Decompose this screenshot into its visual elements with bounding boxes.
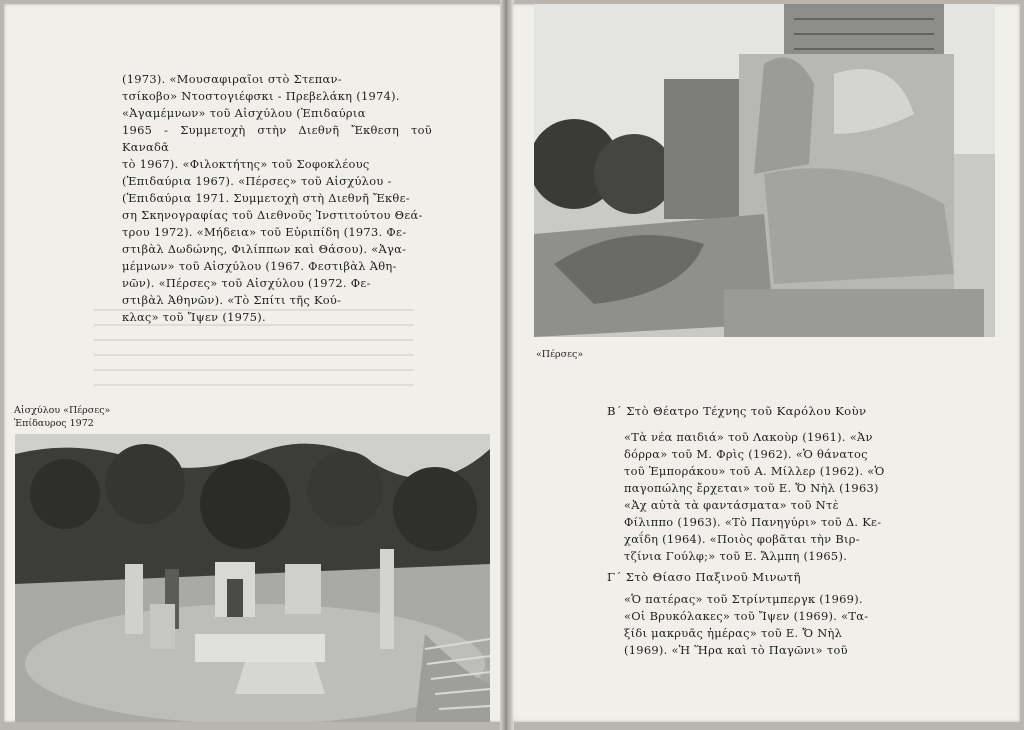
text-line: στιβὰλ Δωδώνης, Φιλίππων καὶ Θάσου). «Ἀγα-	[122, 242, 407, 256]
text-line: μέμνων» τοῦ Αἰσχύλου (1967. Φεστιβὰλ Ἀθη-	[122, 259, 397, 273]
text-line: τσίκοβο» Ντοστογιέφσκι - Πρεβελάκη (1974).	[122, 89, 400, 103]
text-line: «Οἱ Βρυκόλακες» τοῦ Ἴψεν (1969). «Τα-	[624, 609, 869, 623]
text-line: δόρρα» τοῦ Μ. Φρὶς (1962). «Ὁ θάνατος	[624, 447, 868, 461]
text-line: νῶν). «Πέρσες» τοῦ Αἰσχύλου (1972. Φε-	[122, 276, 371, 290]
left-page	[4, 4, 504, 722]
text-line: ξίδι μακρυᾶς ἡμέρας» τοῦ Ε. Ὄ Νὴλ	[624, 626, 843, 640]
section-heading-b: Β΄ Στὸ Θέατρο Τέχνης τοῦ Καρόλου Κοὺν	[607, 404, 867, 418]
section-b-text	[624, 429, 956, 565]
text-line: τοῦ Ἐμποράκου» τοῦ Α. Μίλλερ (1962). «Ὁ	[624, 464, 885, 478]
text-line: Φίλιππο (1963). «Τὸ Πανηγύρι» τοῦ Δ. Κε-	[624, 515, 882, 529]
text-line: «Τὰ νέα παιδιά» τοῦ Λακοὺρ (1961). «Ἀν	[624, 430, 873, 444]
text-line: 1965 - Συμμετοχὴ στὴν Διεθνῆ Ἔκθεση τοῦ Καναδᾶ	[122, 123, 432, 154]
text-line: (Ἐπιδαύρια 1971. Συμμετοχὴ στὴ Διεθνῆ Ἔκθε-	[122, 191, 410, 205]
photo-epidaurus-stage	[15, 434, 490, 722]
photo-caption-right: «Πέρσες»	[536, 349, 584, 360]
text-line: «Ἀγαμέμνων» τοῦ Αἰσχύλου (Ἐπιδαύρια	[122, 106, 366, 120]
caption-line: Ἐπίδαυρος 1972	[14, 418, 94, 429]
text-line: (1973). «Μουσαφιραῖοι στὸ Στεπαν-	[122, 72, 342, 86]
caption-line: Αἰσχύλου «Πέρσες»	[14, 405, 111, 416]
relief-photo-illustration	[534, 4, 995, 337]
text-line: (1969). «Ἡ Ἥρα καὶ τὸ Παγῶνι» τοῦ	[624, 643, 848, 657]
section-heading-c: Γ΄ Στὸ Θίασο Παξινοῦ Μινωτῆ	[607, 570, 801, 584]
text-line: τρου 1972). «Μήδεια» τοῦ Εὐριπίδη (1973. Φε-	[122, 225, 407, 239]
left-body-text	[122, 71, 432, 326]
theatre-photo-illustration	[15, 434, 490, 722]
text-line: «Ἀχ αὐτὰ τὰ φαντάσματα» τοῦ Ντὲ	[624, 498, 839, 512]
text-line: ση Σκηνογραφίας τοῦ Διεθνοῦς Ἰνστιτούτου Θεά-	[122, 208, 423, 222]
text-line: (Ἐπιδαύρια 1967). «Πέρσες» τοῦ Αἰσχύλου -	[122, 174, 392, 188]
photo-persians-relief	[534, 4, 995, 337]
text-line: «Ὁ πατέρας» τοῦ Στρίντμπεργκ (1969).	[624, 592, 863, 606]
text-line: τὸ 1967). «Φιλοκτήτης» τοῦ Σοφοκλέους	[122, 157, 370, 171]
text-line: τζίνια Γούλφ;» τοῦ Ε. Ἄλμπη (1965).	[624, 549, 848, 563]
text-line: παγοπώλης ἔρχεται» τοῦ Ε. Ὄ Νὴλ (1963)	[624, 481, 879, 495]
text-line: στιβὰλ Ἀθηνῶν). «Τὸ Σπίτι τῆς Κού-	[122, 293, 342, 307]
section-c-text	[624, 591, 956, 659]
text-line: χαΐδη (1964). «Ποιὸς φοβᾶται τὴν Βιρ-	[624, 532, 860, 546]
right-page	[512, 4, 1020, 722]
photo-caption-left	[14, 404, 110, 430]
text-line: κλας» τοῦ Ἴψεν (1975).	[122, 310, 266, 324]
